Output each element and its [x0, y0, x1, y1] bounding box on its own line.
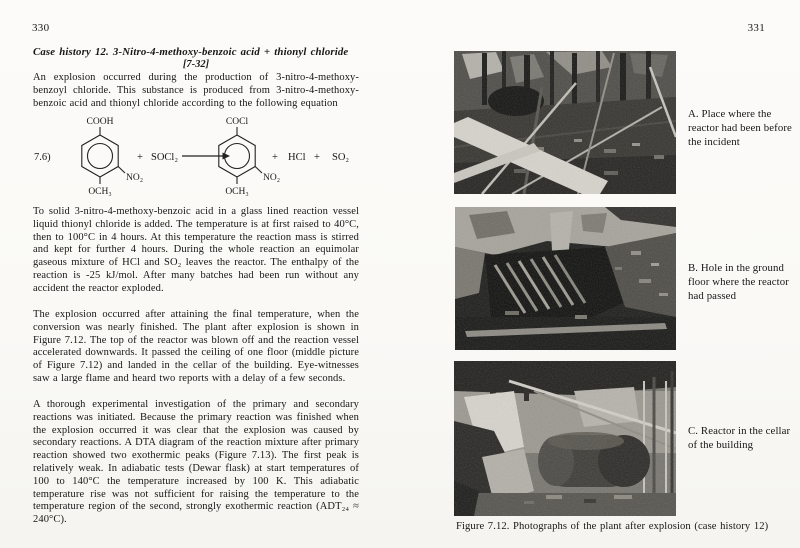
- page-number-right: 331: [747, 22, 765, 34]
- chemical-equation: [30, 112, 370, 208]
- paragraph-process: To solid 3-nitro-4-methoxy-benzoic acid in a glass lined reaction vessel liquid thionyl chloride is added. The temperature is at first raised to 40°C, then to 100°C in 4 hours. At this temperature the reaction mass is stirred and kept for further 4 hours. During the whole reaction an equimolar gaseous mixture of HCl and SO₂ leaves the reactor. The enthalpy of the reaction is -25 kJ/mol. After many batches had been run without any accident the reactor exploded.: [33, 206, 359, 294]
- plus-sign-3: +: [314, 152, 320, 163]
- caption-photo-b: B. Hole in the ground floor where the reactor had passed: [688, 262, 789, 302]
- paragraph-investigation: A thorough experimental investigation of the primary and secondary reactions was initiated. Because the primary reaction was finished when the explosion occurred it was clear that the explosion was caused by secondary reactions. A DTA diagram of the reaction mixture after primary reaction showed two exothermic peaks (Figure 7.13). The first peak is relatively weak. In adiabatic tests (Dewar flask) at start temperatures of 100 to 140°C the temperature increased by 100 K. This adiabatic temperature rise was not sufficient for raising the temperature to the temperature region of the second, strongly exothermic reaction (ADT₂₄ ≈ 240°C).: [33, 399, 359, 526]
- paragraph-intro: An explosion occurred during the production of 3-nitro-4-methoxy-benzoyl chloride. This substance is produced from 3-nitro-4-methoxy-benzoic acid and thionyl chloride according to the following equation: [33, 72, 359, 109]
- photo-b: [455, 207, 676, 350]
- no2-label-reactant: NO₂: [126, 173, 144, 183]
- plus-sign-1: +: [137, 152, 143, 163]
- reagent-label: SOCl₂: [151, 152, 179, 163]
- reference-label: [7-32]: [182, 59, 210, 70]
- paragraph-explosion: The explosion occurred after attaining the final temperature, when the conversion was nearly finished. The plant after explosion is shown in Figure 7.12. The top of the reactor was blown off and the reaction vessel accelerated downwards. It passed the ceiling of one floor (middle picture of Figure 7.12) and landed in the cellar of the building. Eye-witnesses saw a large flame and heard two reports with a delay of a few seconds.: [33, 309, 359, 384]
- plus-sign-2: +: [272, 152, 278, 163]
- hcl-label: HCl: [288, 152, 306, 163]
- benzene-ring-reactant: [82, 127, 125, 184]
- so2-label: SO₂: [332, 152, 350, 163]
- figure-caption: Figure 7.12. Photographs of the plant after explosion (case history 12): [456, 521, 769, 532]
- photo-c: [454, 361, 676, 516]
- no2-label-product: NO₂: [263, 173, 281, 183]
- reaction-arrow-icon: [182, 153, 230, 160]
- case-history-title: Case history 12. 3-Nitro-4-methoxy-benzoic acid + thionyl chloride: [33, 46, 349, 58]
- caption-photo-c: C. Reactor in the cellar of the building: [688, 425, 791, 451]
- page-number-left: 330: [32, 22, 50, 34]
- cooh-label: COOH: [86, 117, 114, 127]
- och3-label-product: OCH₃: [225, 187, 249, 197]
- cocl-label: COCl: [225, 117, 249, 127]
- photo-a: [454, 51, 676, 194]
- caption-photo-a: A. Place where the reactor had been before the incident: [688, 108, 792, 148]
- equation-number: 7.6): [34, 152, 51, 163]
- och3-label-reactant: OCH₃: [88, 187, 112, 197]
